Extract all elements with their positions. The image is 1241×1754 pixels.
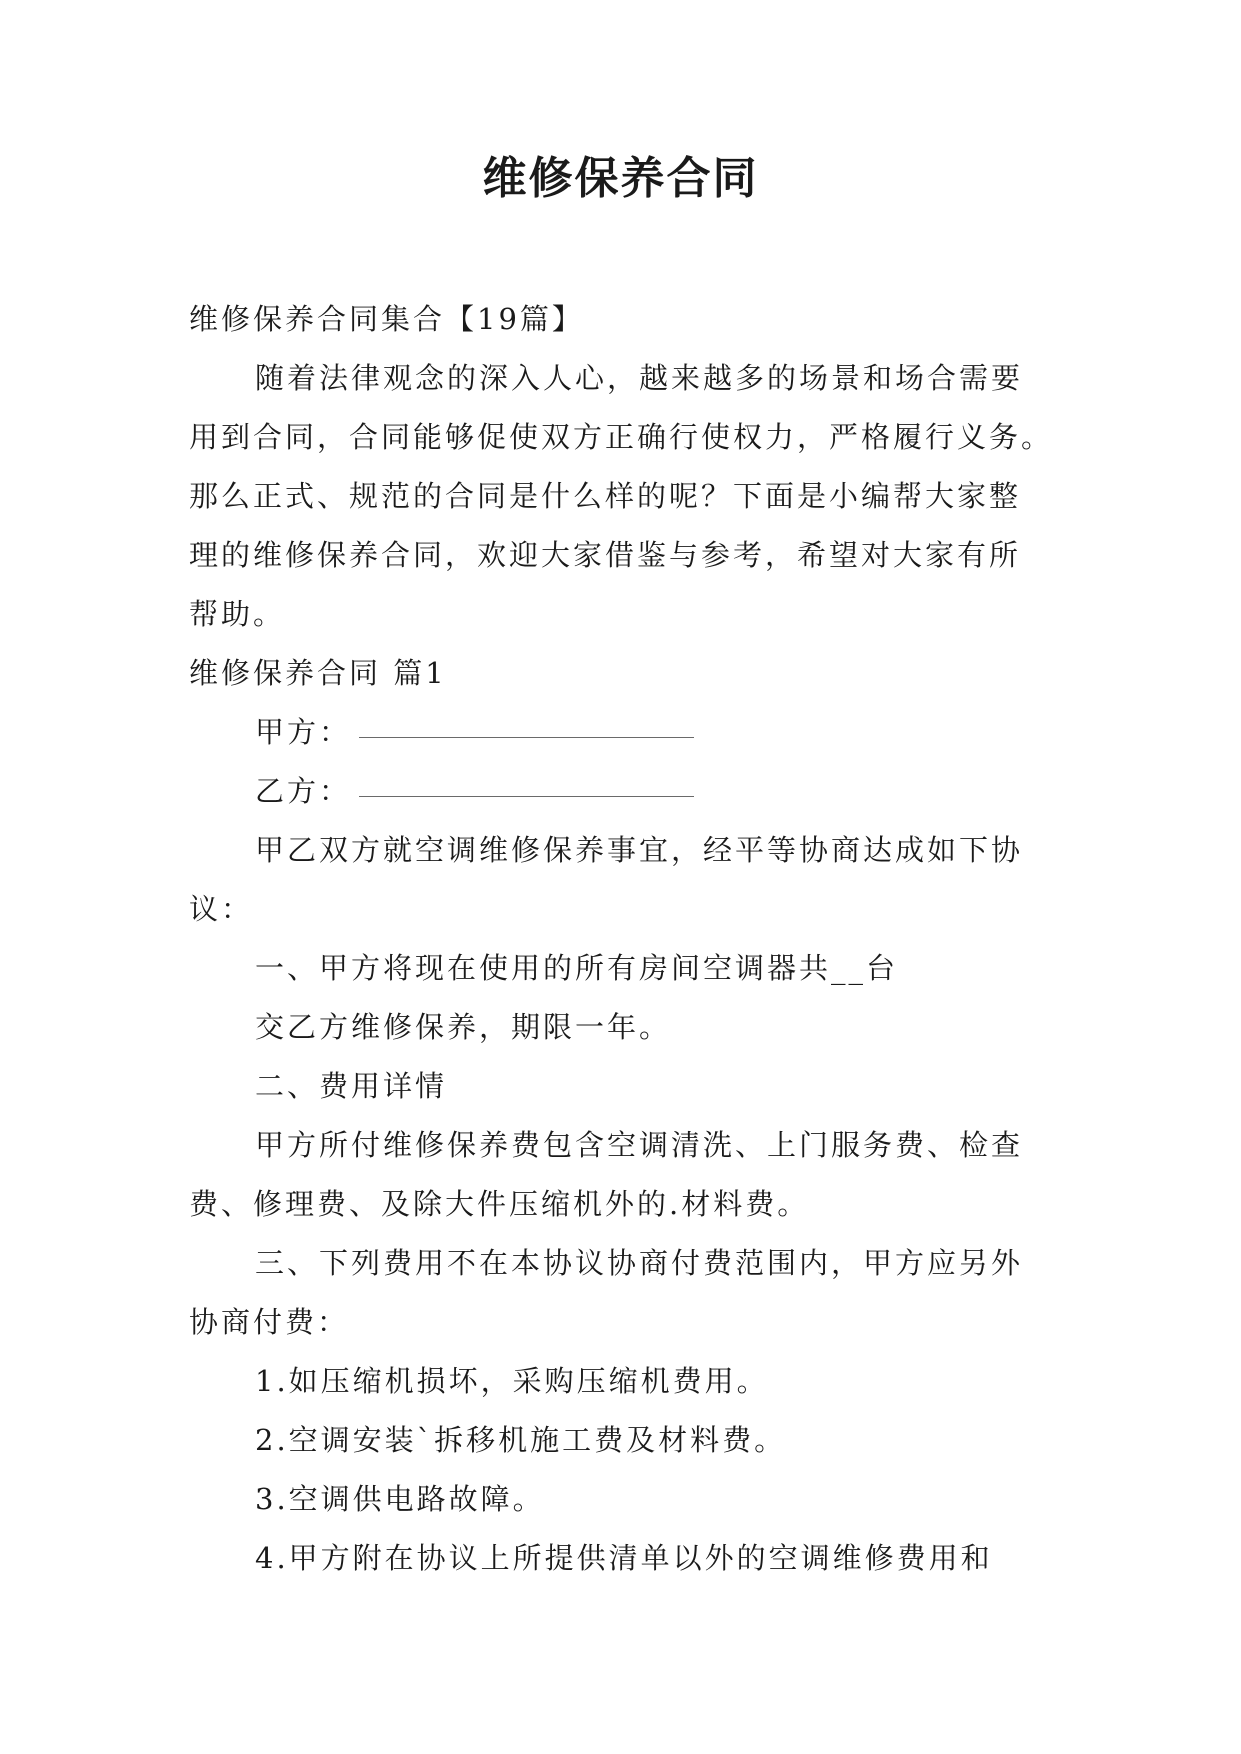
clause-line: 三、下列费用不在本协议协商付费范围内，甲方应另外 xyxy=(255,1246,1024,1280)
party-a-row xyxy=(189,703,1055,762)
list-item: 3.空调供电路故障。 xyxy=(255,1482,545,1516)
clause-line: 协商付费： xyxy=(189,1305,350,1339)
clause-line: 甲方所付维修保养费包含空调清洗、上门服务费、检查 xyxy=(255,1128,1024,1162)
intro-paragraph-line: 随着法律观念的深入人心，越来越多的场景和场合需要 xyxy=(255,361,1024,395)
list-item: 2.空调安装`拆移机施工费及材料费。 xyxy=(255,1423,787,1457)
list-item: 4.甲方附在协议上所提供清单以外的空调维修费用和 xyxy=(255,1541,993,1575)
intro-paragraph-line: 用到合同，合同能够促使双方正确行使权力，严格履行义务。 xyxy=(189,420,1054,454)
clause-line: 交乙方维修保养，期限一年。 xyxy=(255,1010,672,1044)
party-a-label: 甲方： xyxy=(255,715,352,749)
document-body xyxy=(189,290,1055,1588)
party-b-blank xyxy=(359,764,694,797)
list-item: 1.如压缩机损坏，采购压缩机费用。 xyxy=(255,1364,769,1398)
intro-paragraph-line: 帮助。 xyxy=(189,597,286,631)
clause-line: 费、修理费、及除大件压缩机外的.材料费。 xyxy=(189,1187,810,1221)
party-a-blank xyxy=(359,705,694,738)
intro-paragraph-line: 理的维修保养合同，欢迎大家借鉴与参考，希望对大家有所 xyxy=(189,538,1022,572)
clause-heading: 二、费用详情 xyxy=(255,1069,448,1103)
section-heading: 维修保养合同 篇1 xyxy=(189,656,447,690)
document-title: 维修保养合同 xyxy=(482,153,759,204)
clause-line: 甲乙双方就空调维修保养事宜，经平等协商达成如下协 xyxy=(255,833,1024,867)
party-b-label: 乙方： xyxy=(255,774,352,808)
collection-heading: 维修保养合同集合【19篇】 xyxy=(189,302,584,336)
clause-line: 议： xyxy=(189,892,254,926)
party-b-row xyxy=(189,762,1055,821)
intro-paragraph-line: 那么正式、规范的合同是什么样的呢？下面是小编帮大家整 xyxy=(189,479,1022,513)
clause-line: 一、甲方将现在使用的所有房间空调器共__台 xyxy=(255,951,899,985)
